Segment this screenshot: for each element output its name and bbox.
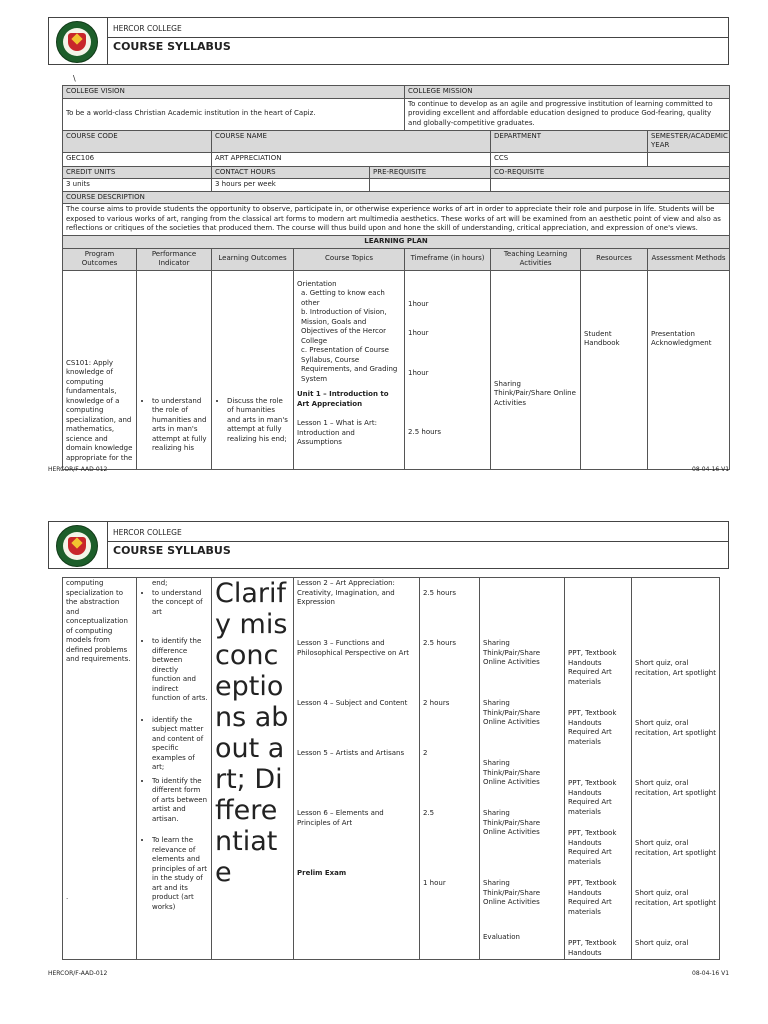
page2-header: [48, 521, 729, 569]
list-item: • to understand the role of humanities and arts in man's attempt at fully realizing his: [152, 397, 208, 454]
col-assessment: Assessment Methods: [648, 248, 730, 270]
page-title: COURSE SYLLABUS: [113, 544, 231, 557]
resource-item: PPT, Textbook Handouts Required Art materials: [568, 709, 617, 746]
semester-label: SEMESTER/ACADEMIC YEAR: [648, 130, 730, 152]
list-item: • To learn the relevance of elements and principles of art in the study of art and its product (art works): [152, 836, 208, 912]
course-code: GEC106: [63, 152, 212, 166]
learning-outcome-large-text: Clarify misconceptions about art; Differentiate: [215, 578, 289, 888]
orientation-item: b. Introduction of Vision, Mission, Goals and Objectives of the Hercor College: [301, 308, 387, 345]
mission-text: To continue to develop as an agile and progressive institution of learning committed to providing excellent and affordable education designed to produce God-fearing, quality and globally-competitive graduates.: [405, 98, 730, 130]
credit-units-label: CREDIT UNITS: [63, 166, 212, 179]
activity-item: Sharing Think/Pair/Share Online Activities: [483, 699, 541, 726]
activities-cell: [480, 578, 565, 960]
course-code-label: COURSE CODE: [63, 130, 212, 152]
time-value: 1hour: [408, 368, 429, 377]
time-value: 2: [423, 749, 428, 757]
course-name-label: COURSE NAME: [212, 130, 491, 152]
activities-cell: Sharing Think/Pair/Share Online Activities: [491, 270, 581, 469]
coreq-label: CO-REQUISITE: [491, 166, 730, 179]
orientation-item: c. Presentation of Course Syllabus, Course Requirements, and Grading System: [301, 346, 398, 383]
logo-box: [49, 522, 108, 568]
col-resources: Resources: [581, 248, 648, 270]
lesson-topic: Lesson 4 – Subject and Content: [297, 699, 408, 707]
mission-label: COLLEGE MISSION: [405, 86, 730, 99]
time-value: 1 hour: [423, 879, 446, 887]
activity-item: Sharing Think/Pair/Share Online Activities: [483, 639, 541, 666]
resource-item: PPT, Textbook Handouts: [568, 939, 617, 957]
footer-code: HERCOR/F-AAD-012: [48, 970, 108, 977]
assessment-item: Short quiz, oral recitation, Art spotlight: [635, 839, 716, 857]
course-name: ART APPRECIATION: [212, 152, 491, 166]
stray-dot: .: [66, 892, 69, 901]
department: CCS: [491, 152, 648, 166]
resources-cell: [565, 578, 632, 960]
lesson-topic: Lesson 2 – Art Appreciation: Creativity, Imagination, and Expression: [297, 579, 395, 606]
col-learning-outcomes: Learning Outcomes: [212, 248, 294, 270]
syllabus-table-page2: [62, 577, 720, 960]
col-program-outcomes: Program Outcomes: [63, 248, 137, 270]
department-label: DEPARTMENT: [491, 130, 648, 152]
contact-hours: 3 hours per week: [212, 179, 370, 192]
course-description: The course aims to provide students the opportunity to observe, participate in, or otherwise experience works of art in order to appreciate their role and purpose in life. Students will be exposed to various works of art, ranging from the classical art forms to modern art multimedia aesthetics. These works of art will be examined from an aesthetic point of view and also as reflections or critiques of the societies that produced them. The course will thus build upon and hone the skill of understanding, critical appreciation, and expression of one's views.: [63, 204, 730, 236]
college-name: HERCOR COLLEGE: [113, 528, 182, 537]
resource-item: PPT, Textbook Handouts Required Art materials: [568, 779, 617, 816]
syllabus-table-page1: [62, 85, 730, 470]
stray-mark: \: [73, 74, 76, 83]
college-seal-logo: [56, 525, 98, 567]
unit-heading: Unit 1 – Introduction to Art Appreciation: [297, 390, 389, 408]
footer-code: HERCOR/F-AAD-012: [48, 466, 108, 473]
assessment-cell: [632, 578, 720, 960]
lesson-topic: Lesson 3 – Functions and Philosophical Perspective on Art: [297, 639, 410, 657]
performance-indicator-cell: [137, 578, 212, 960]
learning-outcome-cell: [212, 578, 294, 960]
time-value: 2.5 hours: [408, 428, 442, 436]
assessment-item: Short quiz, oral recitation, Art spotlight: [635, 779, 716, 797]
assessment-item: Short quiz, oral recitation, Art spotlight: [635, 719, 716, 737]
col-course-topics: Course Topics: [294, 248, 405, 270]
coreq-value: [491, 179, 730, 192]
vision-label: COLLEGE VISION: [63, 86, 405, 99]
resource-item: PPT, Textbook Handouts Required Art materials: [568, 879, 617, 916]
list-item: • to understand the concept of art: [152, 589, 208, 618]
assessment-item: Short quiz, oral recitation, Art spotlight: [635, 889, 716, 907]
list-item: • to identify the difference between directly function and indirect function of arts.: [152, 637, 208, 704]
learning-plan-label: LEARNING PLAN: [63, 236, 730, 249]
lesson-topic: Lesson 6 – Elements and Principles of Art: [297, 809, 384, 827]
lesson-topic: Lesson 1 – What is Art: Introduction and Assumptions: [297, 419, 377, 446]
col-performance-indicator: Performance Indicator: [137, 248, 212, 270]
orientation-heading: Orientation: [297, 279, 337, 288]
timeframe-cell: [420, 578, 480, 960]
page-title: COURSE SYLLABUS: [113, 40, 231, 53]
assessment-item: Short quiz, oral: [635, 939, 689, 947]
orientation-item: a. Getting to know each other: [301, 289, 385, 307]
time-value: 2.5: [423, 809, 435, 817]
contact-hours-label: CONTACT HOURS: [212, 166, 370, 179]
time-value: 1hour: [408, 299, 429, 308]
pi-end-text: end;: [152, 579, 168, 587]
activity-item: Sharing Think/Pair/Share Online Activities: [483, 759, 541, 786]
list-item: • Discuss the role of humanities and arts in man's attempt at fully realizing his end;: [227, 397, 290, 445]
time-value: 1hour: [408, 329, 429, 337]
college-name: HERCOR COLLEGE: [113, 24, 182, 33]
list-item: • To identify the different form of arts between artist and artisan.: [152, 777, 208, 825]
college-seal-logo: [56, 21, 98, 63]
time-value: 2 hours: [423, 699, 450, 707]
activity-item: Sharing Think/Pair/Share Online Activities: [483, 809, 541, 836]
program-outcome-cell: CS101: Apply knowledge of computing fundamentals, knowledge of a computing specialization, and mathematics, science and domain knowledge appropriate for the: [63, 270, 137, 469]
vision-text: To be a world-class Christian Academic institution in the heart of Capiz.: [63, 98, 405, 130]
course-topics-cell: [294, 270, 405, 469]
footer-version: 08-04-16 V1: [692, 466, 730, 473]
program-outcome-cell: [63, 578, 137, 960]
lesson-topic: Lesson 5 – Artists and Artisans: [297, 749, 405, 757]
resources-cell: Student Handbook: [581, 270, 648, 469]
program-outcome-text: computing specialization to the abstraction and conceptualization of computing models from defined problems and requirements.: [66, 579, 131, 663]
page1-header: [48, 17, 729, 65]
course-desc-label: COURSE DESCRIPTION: [63, 191, 730, 204]
performance-indicator-cell: [137, 270, 212, 469]
col-teaching-activities: Teaching Learning Activities: [491, 248, 581, 270]
timeframe-cell: [405, 270, 491, 469]
time-value: 2.5 hours: [423, 589, 457, 597]
logo-box: [49, 18, 108, 64]
learning-outcome-cell: [212, 270, 294, 469]
col-timeframe: Timeframe (in hours): [405, 248, 491, 270]
list-item: • identify the subject matter and content of specific examples of art;: [152, 716, 208, 773]
activity-item: Sharing Think/Pair/Share Online Activities: [483, 879, 541, 906]
time-value: 2.5 hours: [423, 639, 457, 647]
evaluation-text: Evaluation: [483, 933, 520, 941]
assessment-item: Short quiz, oral recitation, Art spotlight: [635, 659, 716, 677]
prereq-value: [370, 179, 491, 192]
credit-units: 3 units: [63, 179, 212, 192]
assessment-cell: Presentation Acknowledgment: [648, 270, 730, 469]
resource-item: PPT, Textbook Handouts Required Art materials: [568, 829, 617, 866]
lesson-topic: Prelim Exam: [297, 869, 347, 877]
course-topics-cell: [294, 578, 420, 960]
prereq-label: PRE-REQUISITE: [370, 166, 491, 179]
resource-item: PPT, Textbook Handouts Required Art materials: [568, 649, 617, 686]
footer-version: 08-04-16 V1: [692, 970, 730, 977]
semester-value: [648, 152, 730, 166]
